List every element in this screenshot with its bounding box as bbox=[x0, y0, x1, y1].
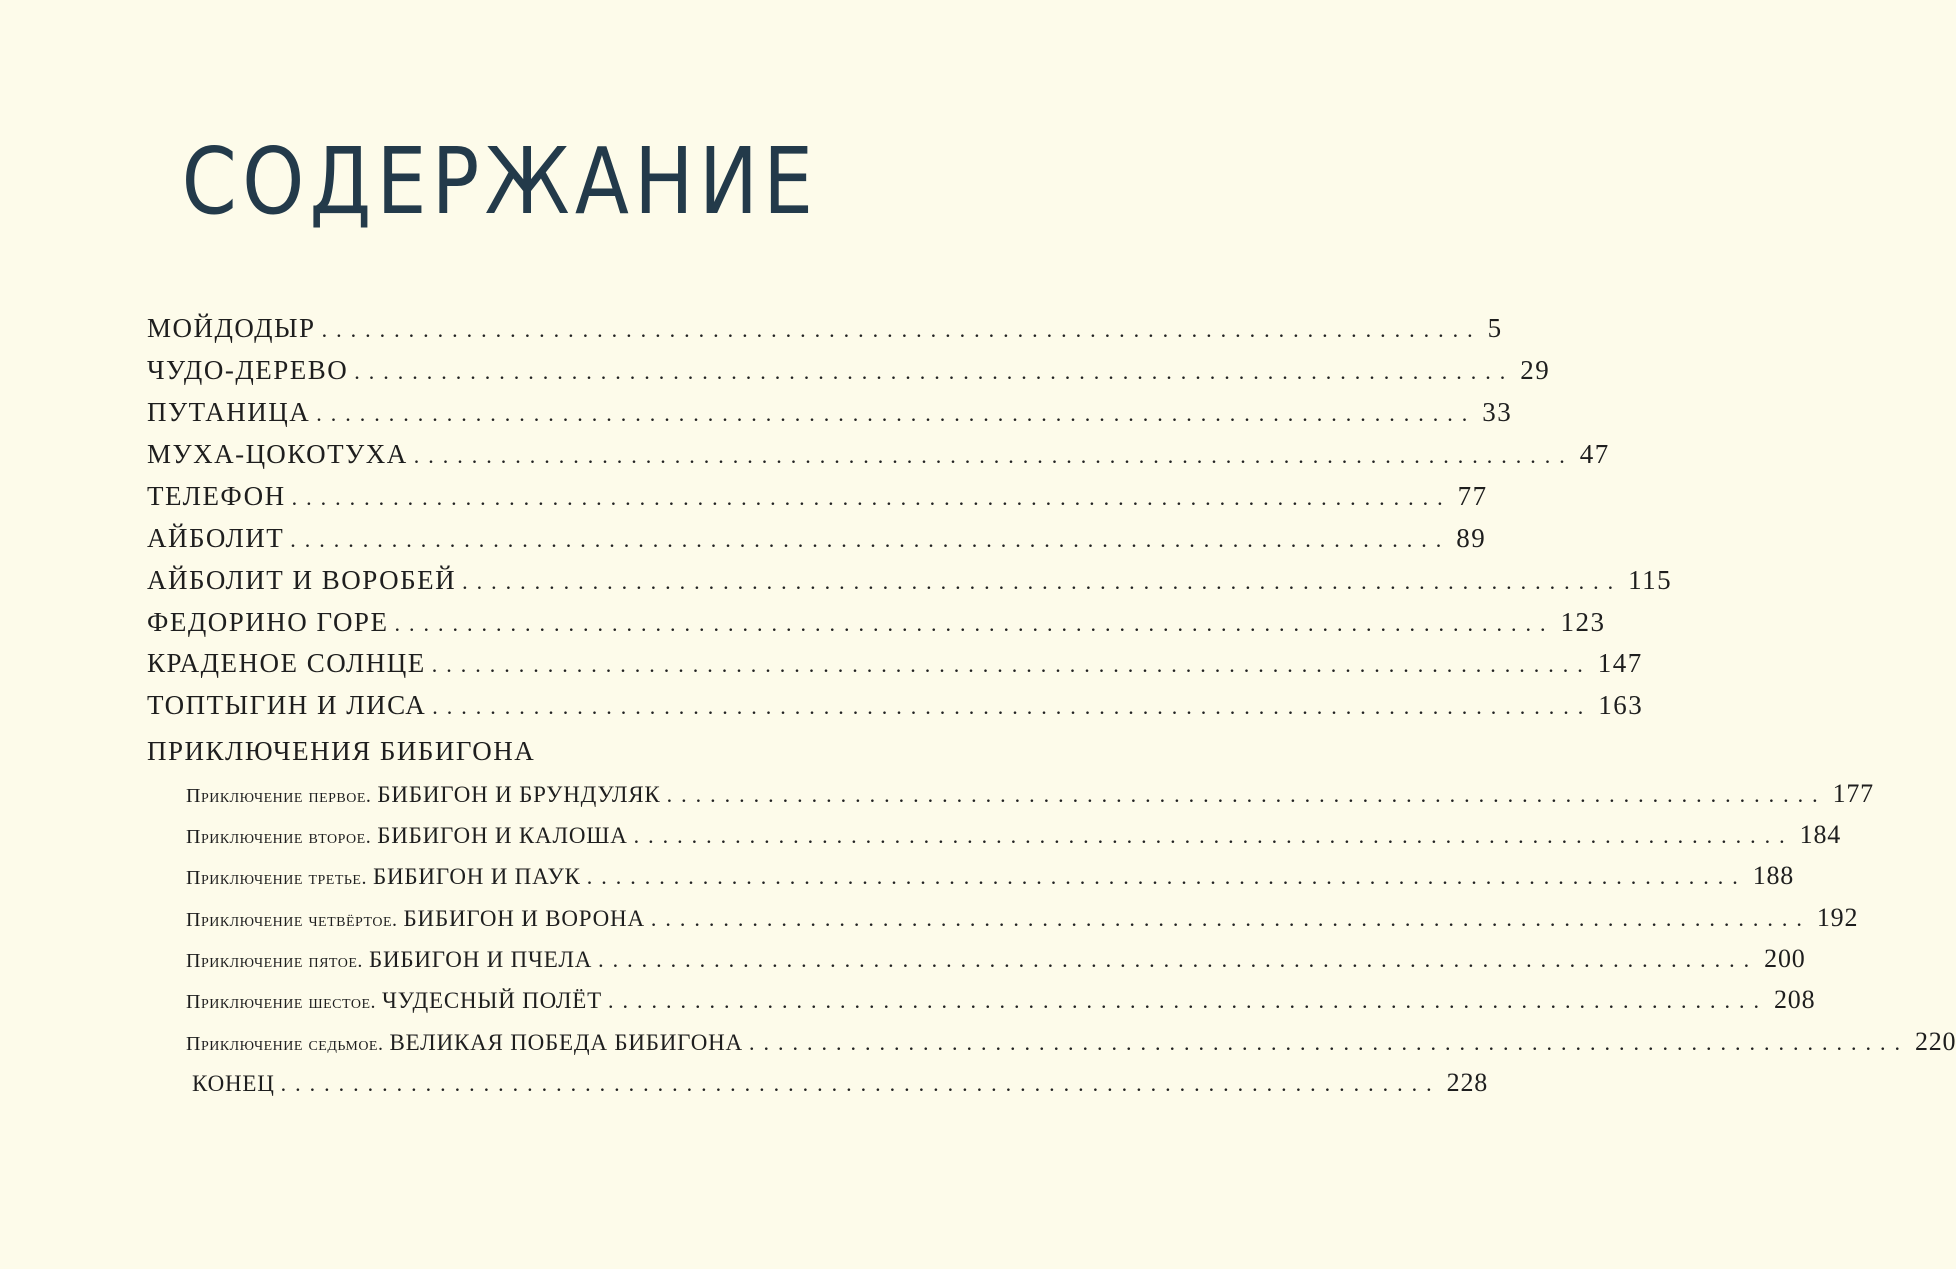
toc-entry-title: МУХА-ЦОКОТУХА bbox=[147, 439, 408, 469]
subentry-title: БИБИГОН И ВОРОНА bbox=[403, 906, 645, 931]
subentry-page: 177 bbox=[1832, 779, 1874, 808]
subentry-page: 220 bbox=[1914, 1027, 1956, 1056]
dot-leader: ................................................................................ bbox=[608, 988, 1768, 1013]
dot-leader: ................................................................................ bbox=[633, 823, 1794, 848]
dot-leader: ................................................................................ bbox=[432, 694, 1593, 719]
subentry-prefix: Приключение четвёртое. bbox=[186, 909, 398, 931]
toc-entry-page: 47 bbox=[1579, 439, 1610, 469]
subentry-page: 188 bbox=[1752, 861, 1795, 890]
dot-leader: ................................................................................ bbox=[748, 1030, 1909, 1055]
subentry-title: БИБИГОН И ПЧЕЛА bbox=[368, 947, 593, 972]
toc-entry bbox=[147, 397, 1513, 428]
dot-leader: ................................................................................ bbox=[290, 527, 1451, 552]
toc-entry-page: 115 bbox=[1628, 565, 1673, 595]
toc-entry-title: ФЕДОРИНО ГОРЕ bbox=[147, 607, 389, 637]
subentry-title: КОНЕЦ bbox=[192, 1071, 275, 1096]
subentry-title: ВЕЛИКАЯ ПОБЕДА БИБИГОНА bbox=[389, 1030, 743, 1055]
toc-entry bbox=[147, 690, 1644, 721]
subentry-page: 208 bbox=[1774, 985, 1816, 1014]
toc-entry-title: АЙБОЛИТ bbox=[147, 523, 285, 553]
subentry-title: БИБИГОН И БРУНДУЛЯК bbox=[377, 782, 661, 807]
subentry-prefix: Приключение второе. bbox=[186, 826, 372, 848]
toc-subentry bbox=[186, 985, 1816, 1015]
subentry-prefix: Приключение первое. bbox=[186, 785, 372, 807]
subentry-prefix: Приключение третье. bbox=[186, 867, 367, 889]
toc-entry bbox=[147, 313, 1503, 344]
dot-leader: ................................................................................ bbox=[586, 864, 1747, 889]
dot-leader: ................................................................................ bbox=[354, 359, 1515, 384]
dot-leader: ................................................................................ bbox=[598, 947, 1759, 972]
dot-leader: ................................................................................ bbox=[431, 652, 1592, 677]
toc-entry bbox=[147, 607, 1606, 638]
subentry-page: 184 bbox=[1799, 820, 1842, 849]
dot-leader: ................................................................................ bbox=[316, 401, 1477, 426]
toc-entry-page: 33 bbox=[1482, 397, 1513, 427]
toc-entry-title: КРАДЕНОЕ СОЛНЦЕ bbox=[147, 648, 426, 678]
dot-leader: ................................................................................ bbox=[291, 485, 1452, 510]
toc-entry bbox=[147, 355, 1551, 386]
toc-entry bbox=[147, 439, 1610, 470]
toc-subentry bbox=[186, 903, 1859, 933]
toc-entry-title: МОЙДОДЫР bbox=[147, 313, 316, 343]
toc-entry-title: ТОПТЫГИН И ЛИСА bbox=[147, 690, 427, 720]
toc-entry-title: ПУТАНИЦА bbox=[147, 397, 311, 427]
toc-entry-page: 147 bbox=[1597, 648, 1643, 678]
subentry-page: 192 bbox=[1816, 903, 1859, 932]
toc-entry bbox=[147, 481, 1488, 512]
section-title: ПРИКЛЮЧЕНИЯ БИБИГОНА bbox=[147, 736, 536, 766]
subentry-page: 200 bbox=[1764, 944, 1806, 973]
toc-entry-page: 123 bbox=[1560, 607, 1606, 637]
dot-leader: ................................................................................ bbox=[650, 906, 1811, 931]
subentry-prefix: Приключение седьмое. bbox=[186, 1033, 384, 1055]
dot-leader: ................................................................................ bbox=[394, 611, 1555, 636]
dot-leader: ................................................................................ bbox=[280, 1071, 1441, 1096]
toc-entry-page: 89 bbox=[1456, 523, 1487, 553]
subentry-title: БИБИГОН И КАЛОША bbox=[377, 823, 628, 848]
subentry-title: БИБИГОН И ПАУК bbox=[372, 864, 581, 889]
toc-entry-title: ЧУДО-ДЕРЕВО bbox=[147, 355, 349, 385]
subentry-prefix: Приключение шестое. bbox=[186, 991, 376, 1013]
toc-entry bbox=[147, 523, 1487, 554]
subentry-title: ЧУДЕСНЫЙ ПОЛЁТ bbox=[382, 988, 602, 1013]
dot-leader: ................................................................................ bbox=[666, 782, 1827, 807]
dot-leader: ................................................................................ bbox=[321, 317, 1482, 342]
toc-entry bbox=[147, 648, 1643, 679]
toc-subentry bbox=[186, 861, 1795, 891]
toc-entry-page: 163 bbox=[1598, 690, 1644, 720]
subentry-prefix: Приключение пятое. bbox=[186, 950, 363, 972]
toc-subentry bbox=[186, 1068, 1489, 1098]
toc-subentry bbox=[186, 820, 1842, 850]
toc-section-heading bbox=[147, 736, 535, 767]
toc-subentry bbox=[186, 1027, 1956, 1057]
toc-entry-title: АЙБОЛИТ И ВОРОБЕЙ bbox=[147, 565, 457, 595]
toc-subentry bbox=[186, 779, 1874, 809]
page-title: СОДЕРЖАНИЕ bbox=[181, 128, 819, 235]
dot-leader: ................................................................................ bbox=[462, 569, 1623, 594]
toc-entry-page: 77 bbox=[1457, 481, 1488, 511]
toc-entry-title: ТЕЛЕФОН bbox=[147, 481, 286, 511]
toc-entry bbox=[147, 565, 1673, 596]
toc-entry-page: 29 bbox=[1520, 355, 1551, 385]
subentry-page: 228 bbox=[1446, 1068, 1489, 1097]
toc-entry-page: 5 bbox=[1487, 313, 1503, 343]
dot-leader: ................................................................................ bbox=[413, 443, 1574, 468]
toc-subentry bbox=[186, 944, 1806, 974]
